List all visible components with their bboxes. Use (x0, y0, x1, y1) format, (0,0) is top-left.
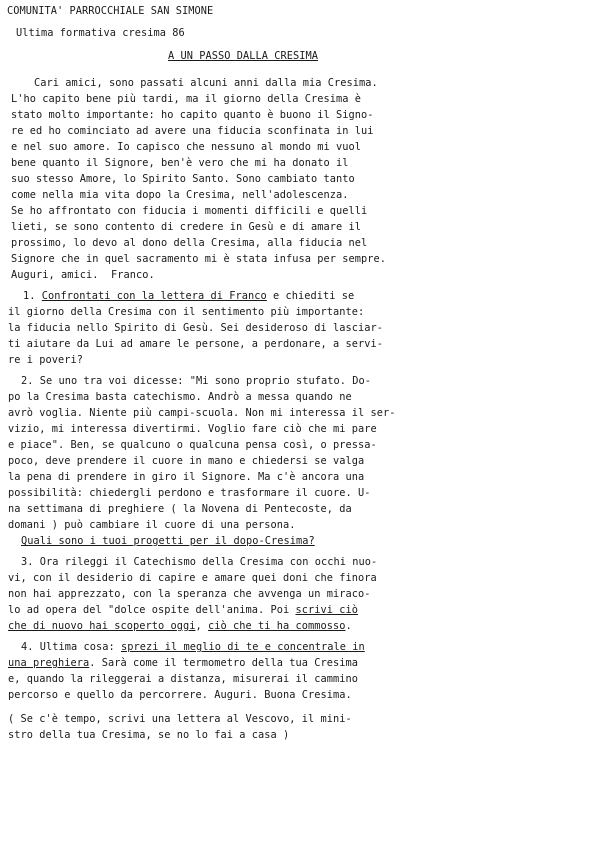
point-2-line: e piace". Ben, se qualcuno o qualcuna pensa così, o pressa- (8, 439, 377, 451)
letter-line: suo stesso Amore, lo Spirito Santo. Sono cambiato tanto (11, 173, 355, 185)
letter-line: Cari amici, sono passati alcuni anni dalla mia Cresima. (34, 77, 378, 89)
letter-line: Auguri, amici. Franco. (11, 269, 155, 281)
point-4-line: e, quando la rileggerai a distanza, misurerai il cammino (8, 673, 358, 685)
letter-line: lieti, se sono contento di credere in Gesù e di amare il (11, 221, 361, 233)
point-2-line: vizio, mi interessa divertirmi. Voglio fare ciò che mi pare (8, 423, 377, 435)
letter-line: come nella mia vita dopo la Cresima, nell'adolescenza. (11, 189, 349, 201)
footer-note-line: ( Se c'è tempo, scrivi una lettera al Vescovo, il mini- (8, 713, 352, 725)
point-3-line: lo ad opera del "dolce ospite dell'anima. Poi scrivi ciò (8, 604, 358, 616)
point-3-line: 3. Ora rileggi il Catechismo della Cresima con occhi nuo- (21, 556, 378, 568)
point-1-heading: 1. Confrontati con la lettera di Franco e chiediti se (23, 290, 355, 302)
point-1-line: la fiducia nello Spirito di Gesù. Sei desideroso di lasciar- (8, 322, 383, 334)
letter-line: Se ho affrontato con fiducia i momenti difficili e quelli (11, 205, 368, 217)
point-4-line: una preghiera. Sarà come il termometro della tua Cresima (8, 657, 358, 669)
point-1-line: il giorno della Cresima con il sentimento più importante: (8, 306, 365, 318)
point-4-line: 4. Ultima cosa: sprezi il meglio di te e concentrale in (21, 641, 365, 653)
point-3-line: vi, con il desiderio di capire e amare quei doni che finora (8, 572, 377, 584)
letter-line: stato molto importante: ho capito quanto è buono il Signo- (11, 109, 374, 121)
point-2-line: domani ) può cambiare il cuore di una persona. (8, 519, 296, 531)
footer-note-line: stro della tua Cresima, se no lo fai a casa ) (8, 729, 290, 741)
letter-line: prossimo, lo devo al dono della Cresima, alla fiducia nel (11, 237, 368, 249)
letter-line: re ed ho cominciato ad avere una fiducia sconfinata in lui (11, 125, 374, 137)
point-2-line: po la Cresima basta catechismo. Andrò a messa quando ne (8, 391, 352, 403)
letter-line: L'ho capito bene più tardi, ma il giorno della Cresima è (11, 93, 361, 105)
point-2-line: avrò voglia. Niente più campi-scuola. Non mi interessa il ser- (8, 407, 396, 419)
point-1-line: ti aiutare da Lui ad amare le persone, a perdonare, a servi- (8, 338, 383, 350)
letter-line: bene quanto il Signore, ben'è vero che mi ha donato il (11, 157, 349, 169)
point-1-line: re i poveri? (8, 354, 83, 366)
page-title: A UN PASSO DALLA CRESIMA (168, 50, 318, 62)
point-2-line: la pena di prendere in giro il Signore. Ma c'è ancora una (8, 471, 365, 483)
letter-line: Signore che in quel sacramento mi è stata infusa per sempre. (11, 253, 386, 265)
point-2-line: na settimana di preghiere ( la Novena di Pentecoste, da (8, 503, 352, 515)
point-2-line: poco, deve prendere il cuore in mano e chiedersi se valga (8, 455, 365, 467)
point-2-question: Quali sono i tuoi progetti per il dopo-Cresima? (21, 535, 315, 547)
subheading: Ultima formativa cresima 86 (16, 27, 185, 39)
point-4-line: percorso e quello da percorrere. Auguri. Buona Cresima. (8, 689, 352, 701)
letter-line: e nel suo amore. Io capisco che nessuno al mondo mi vuol (11, 141, 361, 153)
point-2-line: possibilità: chiedergli perdono e trasformare il cuore. U- (8, 487, 371, 499)
point-3-line: non hai apprezzato, con la speranza che avvenga un miraco- (8, 588, 371, 600)
parish-heading: COMUNITA' PARROCCHIALE SAN SIMONE (7, 5, 214, 17)
point-3-line: che di nuovo hai scoperto oggi, ciò che ti ha commosso. (8, 620, 352, 632)
point-2-line: 2. Se uno tra voi dicesse: "Mi sono proprio stufato. Do- (21, 375, 371, 387)
